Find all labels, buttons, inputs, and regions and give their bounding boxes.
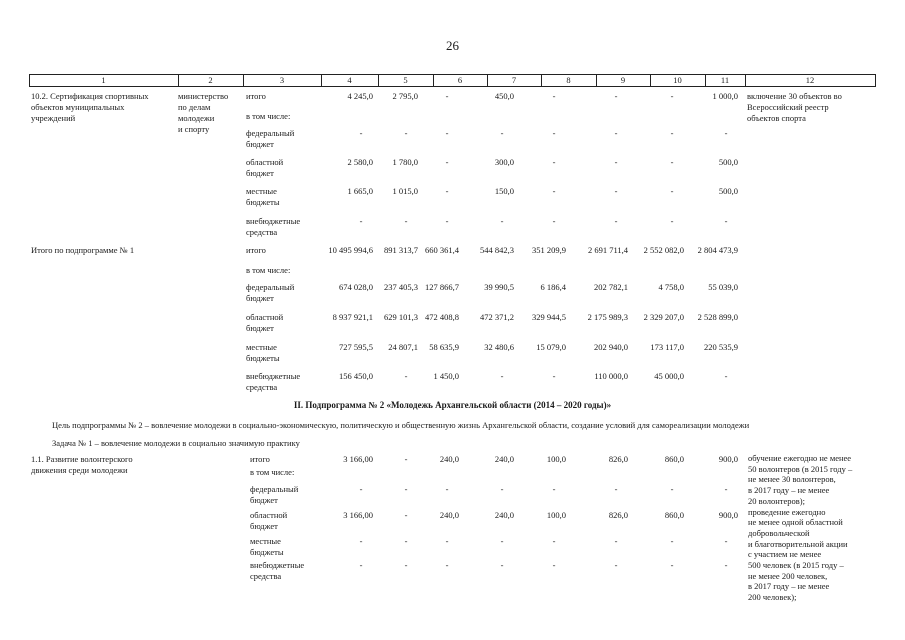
value-cell: - [552,91,556,101]
value-cell: - [445,560,449,570]
row-label: местные [246,186,277,196]
value-cell: 826,0 [608,510,628,520]
value-cell: - [500,484,504,494]
note-text: с участием не менее [748,549,822,560]
value-cell: - [404,536,408,546]
column-header-1: 1 [101,75,106,85]
row-label: бюджет [246,323,274,333]
value-cell: 860,0 [664,454,684,464]
value-cell: 1 450,0 [433,371,459,381]
column-header-12: 12 [805,75,815,85]
row-label: местные [246,342,277,352]
value-cell: 351 209,9 [532,245,566,255]
note-text: 50 волонтеров (в 2015 году – [748,463,853,474]
note-text: 500 человек (в 2015 году – [748,560,844,570]
row-label: внебюджетные [246,216,301,226]
value-cell: 100,0 [546,510,566,520]
value-cell: - [670,216,674,226]
column-header-3: 3 [279,75,285,85]
value-cell: - [724,371,728,381]
value-cell: 2 580,0 [347,157,373,167]
note-text: Всероссийский реестр [747,102,829,112]
value-cell: 2 175 989,3 [587,312,628,322]
value-cell: - [359,536,363,546]
value-cell: 58 635,9 [429,342,459,352]
row-label: средства [250,571,282,581]
section-heading: II. Подпрограмма № 2 «Молодежь Архангельской области (2014 – 2020 годы)» [293,400,612,410]
value-cell: - [614,157,618,167]
value-cell: - [359,216,363,226]
value-cell: 156 450,0 [339,371,373,381]
value-cell: 202 940,0 [594,342,628,352]
note-text: не менее 30 волонтеров, [748,474,836,485]
value-cell: 450,0 [494,91,514,101]
column-header-6: 6 [457,75,463,85]
row-label: итого [246,245,266,255]
value-cell: - [552,216,556,226]
value-cell: 2 691 711,4 [587,245,628,255]
value-cell: - [445,157,449,167]
value-cell: - [670,484,674,494]
value-cell: - [670,157,674,167]
value-cell: 2 804 473,9 [697,245,738,255]
value-cell: - [724,484,728,494]
value-cell: - [552,560,556,570]
row-label: средства [246,382,278,392]
row-label: в том числе: [250,467,295,477]
note-text: добровольческой [748,527,810,538]
value-cell: - [552,484,556,494]
value-cell: 2 552 082,0 [643,245,684,255]
value-cell: 329 944,5 [532,312,566,322]
row-label: в том числе: [246,265,291,275]
value-cell: 240,0 [439,510,459,520]
value-cell: 110 000,0 [594,371,628,381]
note-text: объектов спорта [747,113,806,123]
row-label: бюджеты [246,353,280,363]
value-cell: - [670,536,674,546]
row-label: бюджеты [246,197,280,207]
value-cell: 240,0 [439,454,459,464]
row-title: объектов муниципальных [31,102,125,112]
note-text: 200 человек); [748,592,797,603]
row-label: бюджеты [250,547,284,557]
value-cell: 660 361,4 [425,245,459,255]
value-cell: 2 528 899,0 [697,312,738,322]
value-cell: 45 000,0 [654,371,684,381]
value-cell: - [404,484,408,494]
value-cell: 900,0 [718,510,738,520]
column-header-4: 4 [347,75,352,85]
value-cell: 24 807,1 [388,342,418,352]
value-cell: - [404,216,408,226]
note-text: 20 волонтеров); [748,495,805,506]
row-label: итого [246,91,266,101]
row-label: средства [246,227,278,237]
value-cell: - [724,216,728,226]
value-cell: 32 480,6 [484,342,514,352]
value-cell: - [500,371,504,381]
value-cell: 150,0 [494,186,514,196]
row-title: учреждений [31,113,76,123]
row-label: местные [250,536,281,546]
value-cell: 860,0 [664,510,684,520]
value-cell: - [670,186,674,196]
value-cell: 3 166,00 [343,510,373,520]
note-text: проведение ежегодно [748,506,826,517]
value-cell: 10 495 994,6 [328,245,373,255]
row-label: в том числе: [246,111,291,121]
column-header-7: 7 [511,75,517,85]
value-cell: - [404,128,408,138]
value-cell: - [552,157,556,167]
value-cell: - [552,128,556,138]
value-cell: 544 842,3 [480,245,514,255]
value-cell: - [614,186,618,196]
value-cell: - [404,454,408,464]
value-cell: 1 000,0 [712,91,738,101]
value-cell: 472 371,2 [480,312,514,322]
row-label: федеральный [246,282,295,292]
executor-text: по делам [178,102,211,112]
row-label: бюджет [250,521,278,531]
note-text: не менее одной областной [748,517,843,528]
value-cell: - [445,536,449,546]
row-title: Итого по подпрограмме № 1 [31,245,135,255]
value-cell: 500,0 [718,157,738,167]
row-label: федеральный [250,484,299,494]
note-text: в 2017 году – не менее [748,581,830,592]
note-text: включение 30 объектов во [747,91,842,101]
value-cell: - [445,484,449,494]
value-cell: 237 405,3 [384,282,418,292]
value-cell: 6 186,4 [540,282,566,292]
value-cell: - [670,91,674,101]
value-cell: 3 166,00 [343,454,373,464]
column-header-2: 2 [208,75,213,85]
value-cell: 300,0 [494,157,514,167]
value-cell: 220 535,9 [704,342,738,352]
row-label: итого [250,454,270,464]
value-cell: 4 245,0 [347,91,373,101]
value-cell: 2 329 207,0 [643,312,684,322]
row-label: областной [250,510,288,520]
value-cell: 127 866,7 [425,282,459,292]
value-cell: 2 795,0 [392,91,418,101]
row-label: федеральный [246,128,295,138]
value-cell: - [500,560,504,570]
value-cell: - [614,91,618,101]
row-label: бюджет [246,293,274,303]
note-text: обучение ежегодно не менее [748,453,852,463]
value-cell: 727 595,5 [339,342,373,352]
column-header-8: 8 [566,75,571,85]
value-cell: 39 990,5 [484,282,514,292]
value-cell: - [404,510,408,520]
value-cell: - [614,536,618,546]
row-title: движения среди молодежи [31,465,128,475]
row-label: бюджет [246,139,274,149]
row-title: 10.2. Сертификация спортивных [31,91,149,101]
value-cell: 173 117,0 [650,342,684,352]
value-cell: 629 101,3 [384,312,418,322]
executor-text: и спорту [178,124,210,134]
page-number: 26 [446,38,459,53]
value-cell: 826,0 [608,454,628,464]
column-header-11: 11 [720,75,730,85]
value-cell: 100,0 [546,454,566,464]
value-cell: 4 758,0 [658,282,684,292]
value-cell: - [359,128,363,138]
value-cell: - [614,128,618,138]
value-cell: 1 665,0 [347,186,373,196]
row-label: внебюджетные [250,560,305,570]
value-cell: - [614,560,618,570]
value-cell: - [445,128,449,138]
value-cell: - [552,536,556,546]
row-label: бюджет [246,168,274,178]
value-cell: - [724,560,728,570]
value-cell: 15 079,0 [536,342,566,352]
row-label: бюджет [250,495,278,505]
value-cell: - [445,216,449,226]
executor-text: молодежи [178,113,215,123]
value-cell: - [614,216,618,226]
value-cell: - [500,536,504,546]
row-label: областной [246,157,284,167]
value-cell: 240,0 [494,510,514,520]
value-cell: - [724,536,728,546]
note-text: и благотворительной акции [748,538,848,549]
value-cell: 202 782,1 [594,282,628,292]
row-title: 1.1. Развитие волонтерского [31,454,133,464]
value-cell: - [445,91,449,101]
value-cell: - [404,560,408,570]
value-cell: - [670,128,674,138]
note-text: не менее 200 человек, [748,570,828,581]
value-cell: 900,0 [718,454,738,464]
value-cell: 1 780,0 [392,157,418,167]
value-cell: 472 408,8 [425,312,459,322]
value-cell: 674 028,0 [339,282,373,292]
value-cell: - [552,371,556,381]
row-label: областной [246,312,284,322]
value-cell: - [445,186,449,196]
column-header-10: 10 [673,75,682,85]
goal-text: Цель подпрограммы № 2 – вовлечение молодежи в социально-экономическую, политическую и общественную жизнь Архангельской области, создание условий для самореализации молодежи [52,420,750,430]
value-cell: - [614,484,618,494]
executor-text: министерство [178,91,229,101]
value-cell: 500,0 [718,186,738,196]
value-cell: 891 313,7 [384,245,418,255]
value-cell: 8 937 921,1 [332,312,373,322]
value-cell: - [359,484,363,494]
column-header-5: 5 [403,75,408,85]
value-cell: - [359,560,363,570]
value-cell: - [404,371,408,381]
note-text: в 2017 году – не менее [748,485,830,496]
value-cell: - [724,128,728,138]
value-cell: - [500,128,504,138]
value-cell: 240,0 [494,454,514,464]
value-cell: 55 039,0 [708,282,738,292]
task-text: Задача № 1 – вовлечение молодежи в социально значимую практику [52,438,300,448]
row-label: внебюджетные [246,371,301,381]
value-cell: - [670,560,674,570]
value-cell: - [552,186,556,196]
value-cell: 1 015,0 [392,186,418,196]
column-header-9: 9 [620,75,626,85]
value-cell: - [500,216,504,226]
